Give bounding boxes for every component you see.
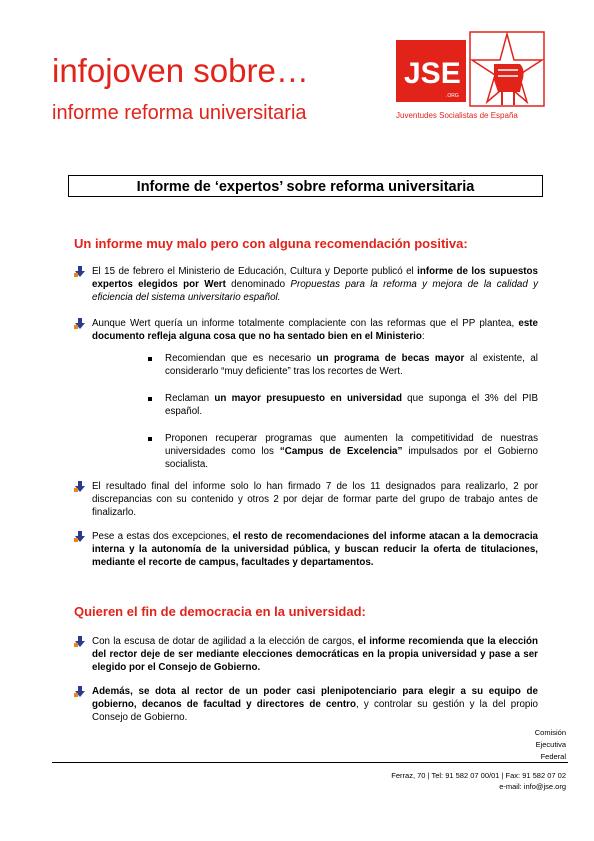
square-bullet-icon — [148, 357, 152, 361]
logo-caption: Juventudes Socialistas de España — [396, 111, 518, 120]
arrow-down-bullet-icon — [74, 266, 86, 277]
section1-paragraph-4: Pese a estas dos excepciones, el resto de recomendaciones del informe atacan a la democracia interna y la autonomía de la universidad pública, y buscan reducir la oferta de titulaciones, mediante el recorte de campus, facultades y departamentos. — [92, 531, 538, 569]
section2-paragraph-1: Con la escusa de dotar de agilidad a la elección de cargos, el informe recomienda que la elección del rector deje de ser mediante elecciones democráticas en la propia universidad y pase a ser elegido por el Consejo de Gobierno. — [92, 636, 538, 674]
logo-text: JSE — [404, 57, 461, 90]
section2-paragraph-2: Además, se dota al rector de un poder casi plenipotenciario para elegir a su equipo de gobierno, decanos de facultad y directores de centro, y controlar su gestión y la del propio Consejo de Gobierno. — [92, 686, 539, 724]
recommendation-2: Reclaman un mayor presupuesto en universidad que suponga el 3% del PIB español. — [165, 393, 538, 418]
document-title: Informe de ‘expertos’ sobre reforma universitaria — [68, 175, 543, 197]
signature: Comisión Ejecutiva Federal — [534, 728, 566, 761]
arrow-down-bullet-icon — [74, 686, 86, 697]
footer-divider — [52, 762, 568, 763]
logo-small-text: .ORG — [446, 93, 459, 99]
section1-paragraph-1: El 15 de febrero el Ministerio de Educación, Cultura y Deporte publicó el informe de los supuestos expertos elegidos por Wert denominado Propuestas para la reforma y mejora de la calidad y eficiencia del sistema universitario español. — [92, 266, 539, 304]
section1-paragraph-2: Aunque Wert quería un informe totalmente complaciente con las reformas que el PP plantea, este documento refleja alguna cosa que no ha sentado bien en el Ministerio: — [92, 318, 538, 343]
arrow-down-bullet-icon — [74, 636, 86, 647]
square-bullet-icon — [148, 437, 152, 441]
arrow-down-bullet-icon — [74, 318, 86, 329]
recommendation-3: Proponen recuperar programas que aumenten la competitividad de nuestras universidades como los “Campus de Excelencia” impulsados por el Gobierno socialista. — [165, 433, 538, 471]
section1-heading: Un informe muy malo pero con alguna recomendación positiva: — [74, 236, 468, 251]
header-subtitle: informe reforma universitaria — [52, 102, 307, 124]
section2-heading: Quieren el fin de democracia en la universidad: — [74, 604, 366, 619]
section1-paragraph-3: El resultado final del informe solo lo han firmado 7 de los 11 designados para realizarlo, 2 por discrepancias con su contenido y otros 2 por dejar de formar parte del grupo de trabajo antes de finalizarlo. — [92, 481, 538, 519]
square-bullet-icon — [148, 397, 152, 401]
footer-contact: Ferraz, 70 | Tel: 91 582 07 00/01 | Fax: 91 582 07 02 — [391, 771, 566, 780]
arrow-down-bullet-icon — [74, 531, 86, 542]
recommendation-1: Recomiendan que es necesario un programa de becas mayor al existente, al considerarlo “muy deficiente” tras los recortes de Wert. — [165, 353, 538, 378]
footer-email[interactable]: e-mail: info@jse.org — [499, 782, 566, 791]
arrow-down-bullet-icon — [74, 481, 86, 492]
header-title: infojoven sobre… — [52, 52, 309, 89]
